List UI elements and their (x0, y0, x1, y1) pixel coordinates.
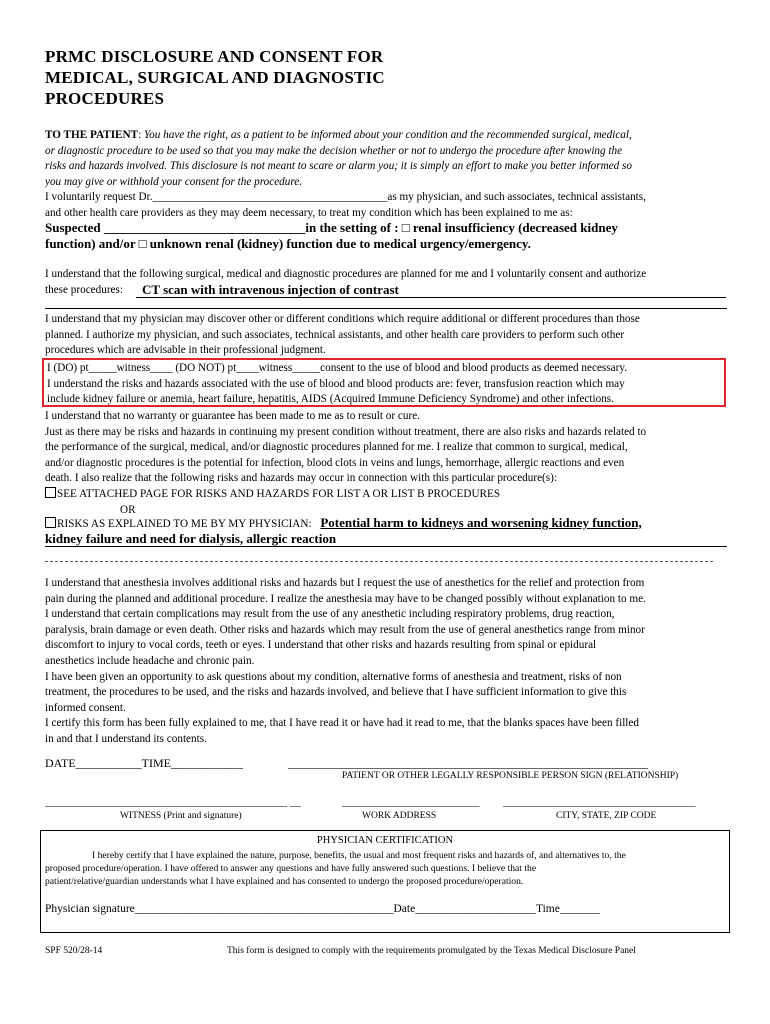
discover-section (45, 312, 727, 359)
discover-text: procedures which are advisable in their professional judgment. (45, 344, 326, 357)
warranty-text: the performance of the surgical, medical, and/or diagnostic procedures planned for me. I realize that common to surgical, medical, (45, 441, 628, 454)
physician-certification-heading: PHYSICIAN CERTIFICATION (316, 835, 454, 846)
opportunity-text: informed consent. (45, 701, 126, 714)
city-state-zip-label: CITY, STATE, ZIP CODE (556, 811, 657, 821)
anesthesia-text: pain during the planned and additional procedure. I realize the anesthesia may have to be changed possibly without explanation to me. (45, 592, 646, 605)
opportunity-text: treatment, the procedures to be used, and the risks and hazards involved, and believe that I have sufficient information to give this (45, 686, 627, 699)
warranty-section (45, 409, 727, 518)
suspected-line: function) and/or □ unknown renal (kidney) function due to medical urgency/emergency. (45, 236, 531, 251)
witness-line[interactable]: ____________________________________________ __ (45, 796, 301, 808)
title-line: PROCEDURES (45, 89, 165, 108)
risk-underline (45, 546, 727, 547)
anesthesia-text: I understand that certain complications may result from the use of any anesthetic including respiratory problems, drug reaction, (45, 608, 615, 621)
suspected-line[interactable]: Suspected _______________________________in the setting of : □ renal insufficiency (decreased kidney (45, 220, 618, 235)
procedures-text: I understand that the following surgical, medical and diagnostic procedures are planned for me and I voluntarily consent and authorize (45, 268, 647, 280)
witness-label: WITNESS (Print and signature) (120, 811, 242, 821)
procedures-label: these procedures: (45, 283, 123, 296)
suspected-section (45, 220, 727, 252)
to-patient-text: risks and hazards involved. This disclosure is not meant to scare or alarm you; it is simply an effort to make you better informed so (45, 160, 632, 173)
physician-risk-value-2[interactable]: kidney failure and need for dialysis, allergic reaction (45, 531, 337, 546)
physician-text: patient/relative/guardian understands what I have explained and has consented to undergo the proposed procedure/operation. (45, 876, 524, 887)
warranty-text: Just as there may be risks and hazards in continuing my present condition without treatment, there are also risks and hazards related to (45, 425, 647, 438)
request-text: and other health care providers as they may deem necessary, to treat my condition which has been explained to me as: (45, 206, 573, 219)
option-or: OR (120, 503, 136, 516)
to-patient-label: TO THE PATIENT (45, 129, 139, 141)
to-patient-text: you may give or withhold your consent for the procedure. (45, 175, 303, 188)
title-line: PRMC DISCLOSURE AND CONSENT FOR (45, 47, 384, 66)
certify-text: in and that I understand its contents. (45, 732, 207, 745)
option-physician-row (45, 515, 727, 532)
blood-text: include kidney failure or anemia, heart failure, hepatitis, AIDS (Acquired Immune Deficiency Syndrome) and other infections. (47, 393, 614, 406)
anesthesia-text: anesthetics include headache and chronic pain. (45, 654, 255, 667)
physician-signature-line[interactable]: Physician signature_____________________________________________Date_____________________Time_______ (45, 903, 601, 915)
footer-note: This form is designed to comply with the requirements promulgated by the Texas Medical Disclosure Panel (227, 946, 636, 956)
to-patient-text: or diagnostic procedure to be used so that you may make the decision whether or not to undergo the procedure after knowing the (45, 144, 623, 157)
to-patient-section: TO THE PATIENT: You have the right, as a patient to be informed about your condition and the recommended surgical, medical, or diagnostic procedure to be used so that you may make the decision whether or not to undergo the procedure after knowing the risks and hazards involved. This disclosure is not meant to scare or alarm you; it is simply an effort to make you better informed so you may give or withhold your consent for the procedure. I voluntarily request Dr.__________________________________________as my physician, and such associates, technical assistants, and other health care providers as they may deem necessary, to treat my condition which has been explained to me as: (45, 128, 727, 222)
patient-signature-label: PATIENT OR OTHER LEGALLY RESPONSIBLE PERSON SIGN (RELATIONSHIP) (342, 771, 679, 781)
physician-risk-value[interactable]: Potential harm to kidneys and worsening kidney function, (320, 515, 642, 530)
warranty-text: and/or diagnostic procedures is the potential for infection, blood clots in veins and lungs, hemorrhage, allergic reactions and even (45, 456, 625, 469)
physician-text: I hereby certify that I have explained the nature, purpose, benefits, the usual and most frequent risks and hazards of, and alternatives to, the (92, 850, 626, 861)
date-time-field[interactable]: DATE___________TIME____________ (45, 756, 243, 770)
risk-underline-2 (45, 561, 713, 562)
procedure-value[interactable]: CT scan with intravenous injection of contrast (142, 282, 399, 297)
to-patient-text: You have the right, as a patient to be informed about your condition and the recommended surgical, medical, (143, 129, 632, 141)
physician-certification-text (45, 849, 725, 888)
blood-section (47, 361, 723, 408)
discover-text: planned. I authorize my physician, and such associates, technical assistants, and other health care providers to perform such other (45, 328, 625, 341)
warranty-text: I understand that no warranty or guarantee has been made to me as to result or cure. (45, 410, 420, 422)
request-physician-line[interactable]: I voluntarily request Dr.__________________________________________as my physician, and such associates, technical assistants, (45, 191, 646, 204)
anesthesia-text: I understand that anesthesia involves additional risks and hazards but I request the use of anesthetics for the relief and protection from (45, 577, 645, 589)
form-title (45, 46, 465, 109)
patient-signature-line[interactable]: ____________________________________________________________ (288, 756, 648, 770)
title-line: MEDICAL, SURGICAL AND DIAGNOSTIC (45, 68, 385, 87)
work-address-label: WORK ADDRESS (362, 811, 437, 821)
procedure-underline-2 (45, 308, 727, 309)
form-code: SPF 520/28-14 (45, 946, 103, 956)
discover-text: I understand that my physician may discover other or different conditions which require additional or different procedures than those (45, 313, 640, 325)
city-state-zip-line[interactable]: ___________________________________ (503, 796, 696, 808)
opportunity-text: I have been given an opportunity to ask questions about my condition, alternative forms of anesthesia and treatment, risks of non (45, 670, 622, 683)
work-address-line[interactable]: _________________________ (342, 796, 480, 808)
anesthesia-section (45, 576, 727, 748)
warranty-text: death. I also realize that the following risks and hazards may occur in connection with this particular procedure(s): (45, 472, 557, 485)
checkbox-physician-risks[interactable] (45, 517, 56, 528)
physician-text: proposed procedure/operation. I have offered to answer any questions and have fully answered such questions. I believe that the (45, 863, 537, 874)
anesthesia-text: paralysis, brain damage or even death. Other risks and hazards which may result from the use of general anesthetics range from minor (45, 623, 645, 636)
option-physician-label: RISKS AS EXPLAINED TO ME BY MY PHYSICIAN: (57, 518, 312, 530)
checkbox-attached-page[interactable] (45, 487, 56, 498)
procedure-underline (136, 297, 726, 298)
anesthesia-text: discomfort to injury to vocal cords, teeth or eyes. I understand that other risks and hazards resulting from spinal or epidural (45, 639, 597, 652)
blood-text: I understand the risks and hazards associated with the use of blood and blood products are: fever, transfusion reaction which may (47, 377, 625, 390)
option-attached-page: SEE ATTACHED PAGE FOR RISKS AND HAZARDS FOR LIST A OR LIST B PROCEDURES (57, 487, 501, 500)
certify-text: I certify this form has been fully explained to me, that I have read it or have had it read to me, that the blanks spaces have been filled (45, 717, 639, 730)
blood-consent-line[interactable]: I (DO) pt_____witness____ (DO NOT) pt____witness_____consent to the use of blood and blood products as deemed necessary. (47, 362, 627, 374)
